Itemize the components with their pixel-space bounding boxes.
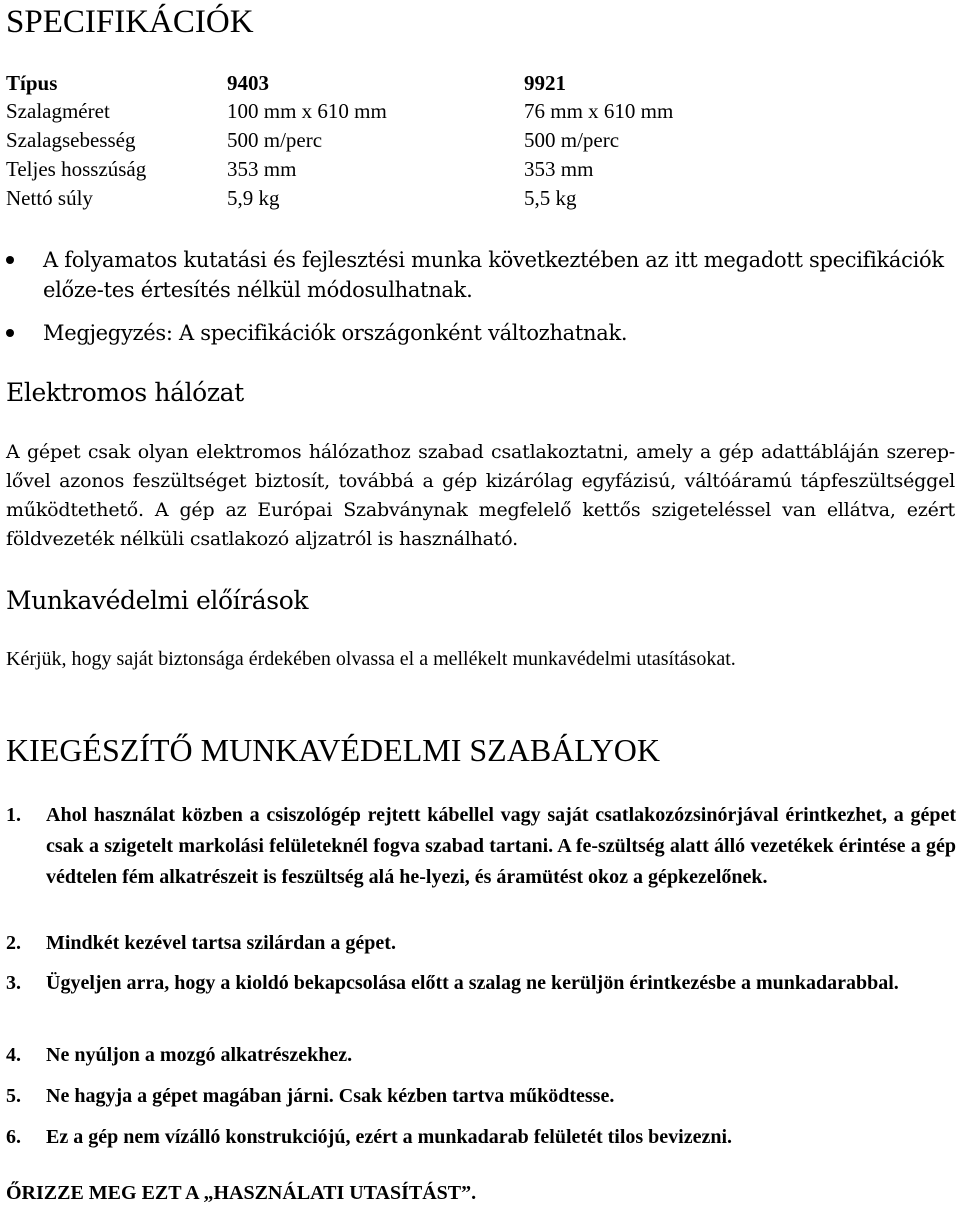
spec-header-model-1: 9403: [227, 71, 269, 95]
section-heading-extra-rules: KIEGÉSZÍTŐ MUNKAVÉDELMI SZABÁLYOK: [6, 732, 660, 768]
rule-number: 6.: [6, 1126, 21, 1148]
spec-row: [6, 98, 946, 124]
rule-item: [6, 1081, 956, 1112]
bullet-icon: [6, 256, 14, 264]
spec-label: Szalagsebesség: [6, 128, 136, 152]
spec-value-1: 353 mm: [227, 157, 297, 181]
section-heading-safety: Munkavédelmi előírások: [6, 586, 309, 615]
spec-row: [6, 156, 946, 182]
spec-header-label: Típus: [6, 71, 58, 95]
safety-paragraph: Kérjük, hogy saját biztonsága érdekében olvassa el a mellékelt munkavédelmi utasításokat.: [6, 648, 736, 670]
spec-label: Nettó súly: [6, 186, 93, 210]
section-heading-electric: Elektromos hálózat: [6, 378, 244, 407]
spec-row: [6, 185, 946, 211]
electric-paragraph: A gépet csak olyan elektromos hálózathoz szabad csatlakoztatni, amely a gép adattábláján szerep-lővel azonos feszültséget biztosít, továbbá a gép kizárólag egyfázisú, váltóáramú tápfeszültséggel működtethető. A gép az Európai Szabványnak megfelelő kettős szigeteléssel van ellátva, ezért földvezeték nélküli csatlakozó aljzatról is használható.: [6, 441, 955, 550]
rule-text: Ne nyúljon a mozgó alkatrészekhez.: [46, 1044, 353, 1066]
footer-note: ŐRIZZE MEG EZT A „HASZNÁLATI UTASÍTÁST”.: [6, 1182, 477, 1204]
note-item: [6, 318, 956, 348]
spec-label: Szalagméret: [6, 99, 110, 123]
rule-item: [6, 800, 956, 893]
rule-number: 2.: [6, 932, 21, 954]
spec-row: [6, 127, 946, 153]
spec-value-2: 76 mm x 610 mm: [524, 99, 674, 123]
rule-text: Ne hagyja a gépet magában járni. Csak kézben tartva működtesse.: [46, 1085, 615, 1107]
spec-label: Teljes hosszúság: [6, 157, 147, 181]
spec-value-1: 5,9 kg: [227, 186, 280, 210]
rule-item: [6, 928, 956, 959]
note-text: Megjegyzés: A specifikációk országonként változhatnak.: [43, 321, 628, 345]
rule-text: Ahol használat közben a csiszológép rejtett kábellel vagy saját csatlakozózsinórjával érintkezhet, a gépet csak a szigetelt markolási felületeknél fogva szabad tartani. A fe-szültség alatt álló vezetékek érintése a gép védtelen fém alkatrészeit is feszültség alá he-lyezi, és áramütést okoz a gépkezelőnek.: [46, 804, 956, 888]
rule-item: [6, 1040, 956, 1071]
rule-text: Mindkét kezével tartsa szilárdan a gépet.: [46, 932, 396, 954]
rule-text: Ügyeljen arra, hogy a kioldó bekapcsolása előtt a szalag ne kerüljön érintkezésbe a munkadarabbal.: [46, 972, 899, 994]
note-item: [6, 245, 956, 305]
spec-value-2: 5,5 kg: [524, 186, 577, 210]
bullet-icon: [6, 329, 14, 337]
rule-text: Ez a gép nem vízálló konstrukciójú, ezért a munkadarab felületét tilos bevizezni.: [46, 1126, 733, 1148]
spec-value-2: 500 m/perc: [524, 128, 620, 152]
rule-number: 5.: [6, 1085, 21, 1107]
rule-item: [6, 1122, 956, 1153]
spec-value-1: 500 m/perc: [227, 128, 323, 152]
page-title: SPECIFIKÁCIÓK: [6, 4, 254, 40]
note-text: A folyamatos kutatási és fejlesztési munka következtében az itt megadott specifikációk előze-tes értesítés nélkül módosulhatnak.: [43, 248, 944, 302]
rule-item: [6, 968, 956, 999]
rule-number: 1.: [6, 804, 21, 826]
rule-number: 4.: [6, 1044, 21, 1066]
spec-value-2: 353 mm: [524, 157, 594, 181]
spec-header-row: [6, 70, 946, 96]
rule-number: 3.: [6, 972, 21, 994]
spec-value-1: 100 mm x 610 mm: [227, 99, 387, 123]
spec-header-model-2: 9921: [524, 71, 566, 95]
